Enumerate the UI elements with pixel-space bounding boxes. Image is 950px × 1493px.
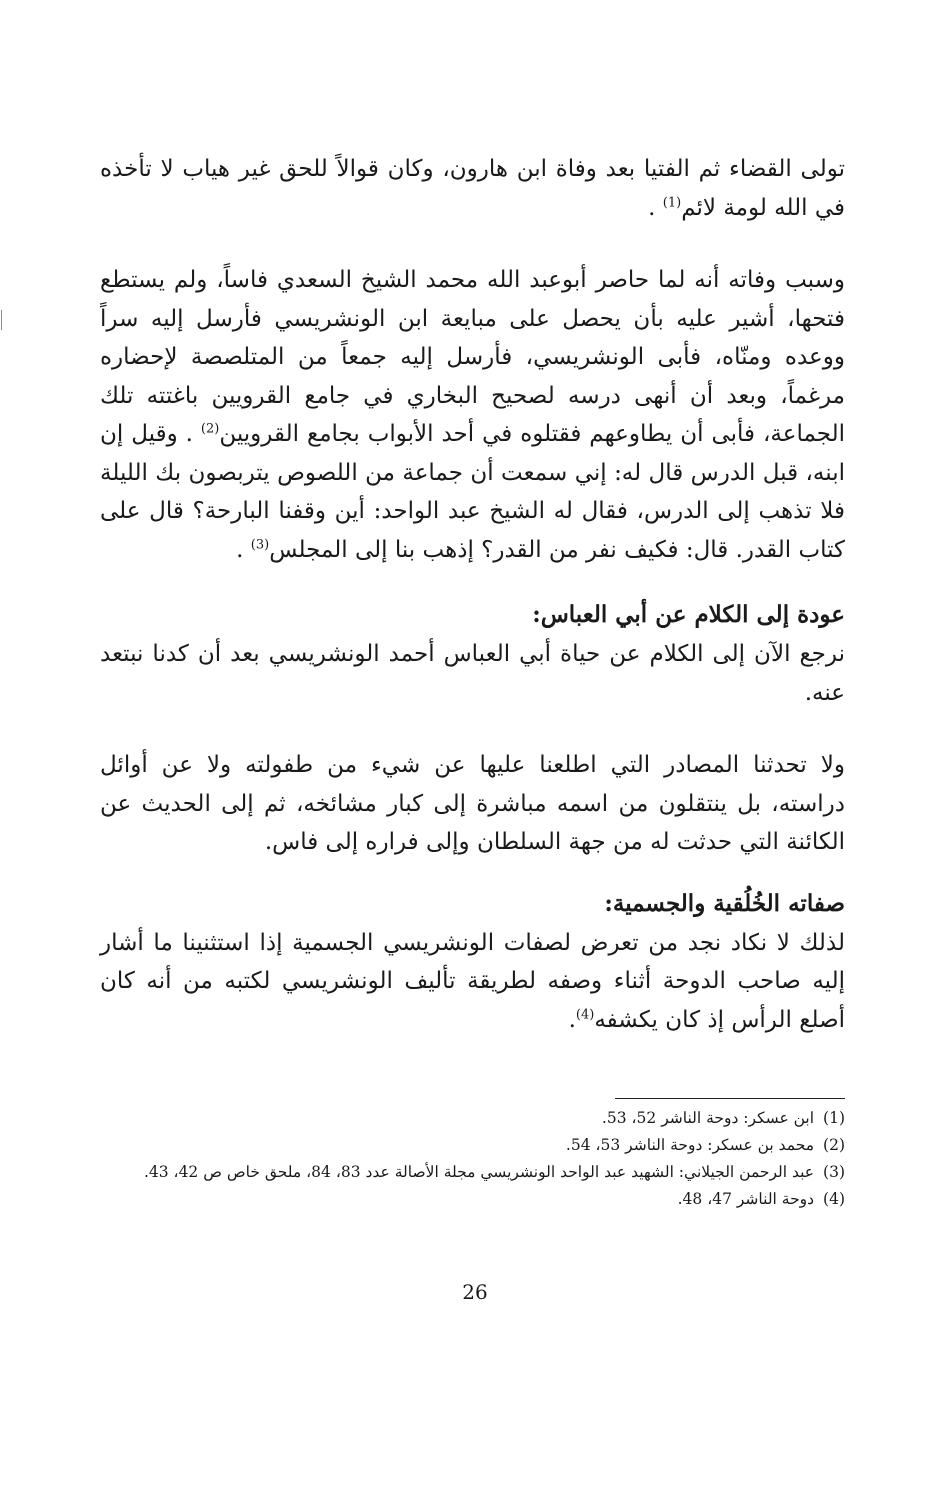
footnote-ref-1[interactable]: (1) <box>662 194 682 210</box>
section-heading-traits: صفاته الخُلُقية والجسمية: <box>604 889 845 917</box>
margin-mark <box>1 310 2 330</box>
footnote-text: محمد بن عسكر: دوحة الناشر 53، 54. <box>565 1136 815 1154</box>
paragraph-1-tail: . <box>648 194 663 221</box>
footnote-4 <box>100 1186 845 1213</box>
footnote-text: عبد الرحمن الجيلاني: الشهيد عبد الواحد الونشريسي مجلة الأصالة عدد 83، 84، ملحق خاص ص 42، 43. <box>143 1163 815 1181</box>
footnote-number: (4) <box>823 1190 845 1208</box>
paragraph-2 <box>100 261 845 569</box>
footnote-text: دوحة الناشر 47، 48. <box>677 1190 815 1208</box>
paragraph-4: ولا تحدثنا المصادر التي اطلعنا عليها عن شيء من طفولته ولا عن أوائل دراسته، بل ينتقلون من اسمه مباشرة إلى كبار مشائخه، ثم إلى الحديث عن الكائنة التي حدثت له من جهة السلطان وإلى فراره إلى فاس. <box>100 752 845 855</box>
page-number: 26 <box>462 1280 488 1304</box>
footnote-2 <box>100 1132 845 1159</box>
paragraph-5-text: لذلك لا نكاد نجد من تعرض لصفات الونشريسي الجسمية إذا استثنينا ما أشار إليه صاحب الدوحة أثناء وصفه لطريقة تأليف الونشريسي لكتبه من أنه كان أصلع الرأس إذ كان يكشفه <box>100 929 845 1033</box>
paragraph-2-tail-2: . <box>236 536 251 563</box>
footnote-3 <box>100 1159 845 1186</box>
paragraph-5 <box>100 924 845 1040</box>
paragraph-1 <box>100 150 845 227</box>
paragraph-2-tail: . وقيل إن ابنه، قبل الدرس قال له: إني سمعت أن جماعة من اللصوص يتربصون بك الليلة فلا تذهب إلى الدرس، فقال له الشيخ عبد الواحد: أين وقفنا البارحة؟ قال على كتاب القدر. قال: فكيف نفر من القدر؟ إذهب بنا إلى المجلس <box>100 421 845 563</box>
footnote-ref-3[interactable]: (3) <box>250 536 270 552</box>
paragraph-3: نرجع الآن إلى الكلام عن حياة أبي العباس أحمد الونشريسي بعد أن كدنا نبتعد عنه. <box>100 641 845 706</box>
footnote-number: (2) <box>823 1136 845 1154</box>
footnote-number: (3) <box>823 1163 845 1181</box>
paragraph-2-text: وسبب وفاته أنه لما حاصر أبوعبد الله محمد الشيخ السعدي فاساً، ولم يستطع فتحها، أشير عليه بأن يحصل على مبايعة ابن الونشريسي فأرسل إليه سراً ووعده ومنّاه، فأبى الونشريسي، فأرسل إليه جمعاً من المتلصصة لإحضاره مرغماً، وبعد أن أنهى درسه لصحيح البخاري في جامع القرويين باغتته تلك الجماعة، فأبى أن يطاوعهم فقتلوه في أحد الأبواب بجامع القرويين <box>100 267 845 447</box>
section-heading-abbas: عودة إلى الكلام عن أبي العباس: <box>532 601 845 628</box>
footnotes <box>100 1098 845 1213</box>
paragraph-5-tail: . <box>568 1006 576 1033</box>
footnote-number: (1) <box>823 1109 845 1127</box>
footnote-divider <box>615 1098 845 1099</box>
footnote-text: ابن عسكر: دوحة الناشر 52، 53. <box>601 1109 815 1127</box>
footnote-1 <box>100 1105 845 1132</box>
page-body <box>100 150 845 1039</box>
footnote-ref-4[interactable]: (4) <box>575 1006 595 1022</box>
footnote-ref-2[interactable]: (2) <box>200 421 220 437</box>
paragraph-1-text: تولى القضاء ثم الفتيا بعد وفاة ابن هارون، وكان قوالاً للحق غير هياب لا تأخذه في الله لومة لائم <box>100 156 845 221</box>
